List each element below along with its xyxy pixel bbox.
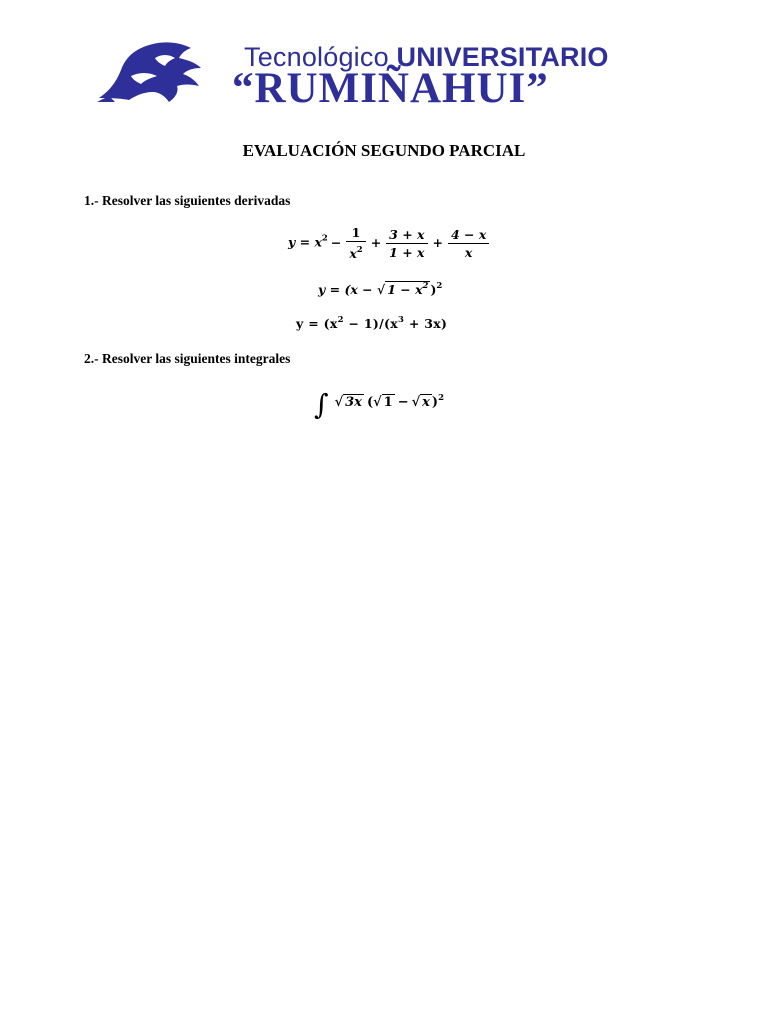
page-title: EVALUACIÓN SEGUNDO PARCIAL — [242, 141, 526, 160]
fraction-2: $\frac{3 + x}{1 + x}$ — [386, 226, 427, 261]
sqrt-icon: √ — [376, 282, 386, 297]
institution-name-line2: “RUMIÑAHUI” — [232, 65, 549, 112]
institution-category: UNIVERSITARIO — [396, 42, 609, 72]
derivative-equation-3: $y = (x^2 - 1)/(x^3 + 3x)$ — [296, 315, 448, 331]
radicand: $1 - x^2$ — [387, 281, 429, 297]
sqrt-icon: √ — [334, 395, 344, 410]
fraction-3: $\frac{4 - x}{x}$ — [448, 226, 489, 261]
section1-heading: 1.- Resolver las siguientes derivadas — [84, 193, 291, 208]
institution-logo-icon — [95, 40, 205, 104]
institution-type: Tecnológico — [244, 42, 389, 72]
fraction-1: $\frac{1}{x^2}$ — [346, 224, 365, 262]
derivative-equation-1: $y = x^2$ − $\frac{1}{x^2}$ + $\frac{3 + x}{1 + x}$ + $\frac{4 - x}{x}$ — [288, 224, 491, 262]
section2-heading: 2.- Resolver las siguientes integrales — [84, 351, 291, 366]
sqrt-icon: √ — [373, 395, 382, 410]
sqrt-icon: √ — [411, 395, 421, 410]
integral-icon: ∫ — [314, 388, 329, 421]
integral-equation-1: ∫ √ 3x (√ 1 − √ x )$^2$ — [314, 388, 444, 421]
derivative-equation-2: y = (x − √ $1 - x^2$ )$^2$ — [318, 281, 443, 297]
